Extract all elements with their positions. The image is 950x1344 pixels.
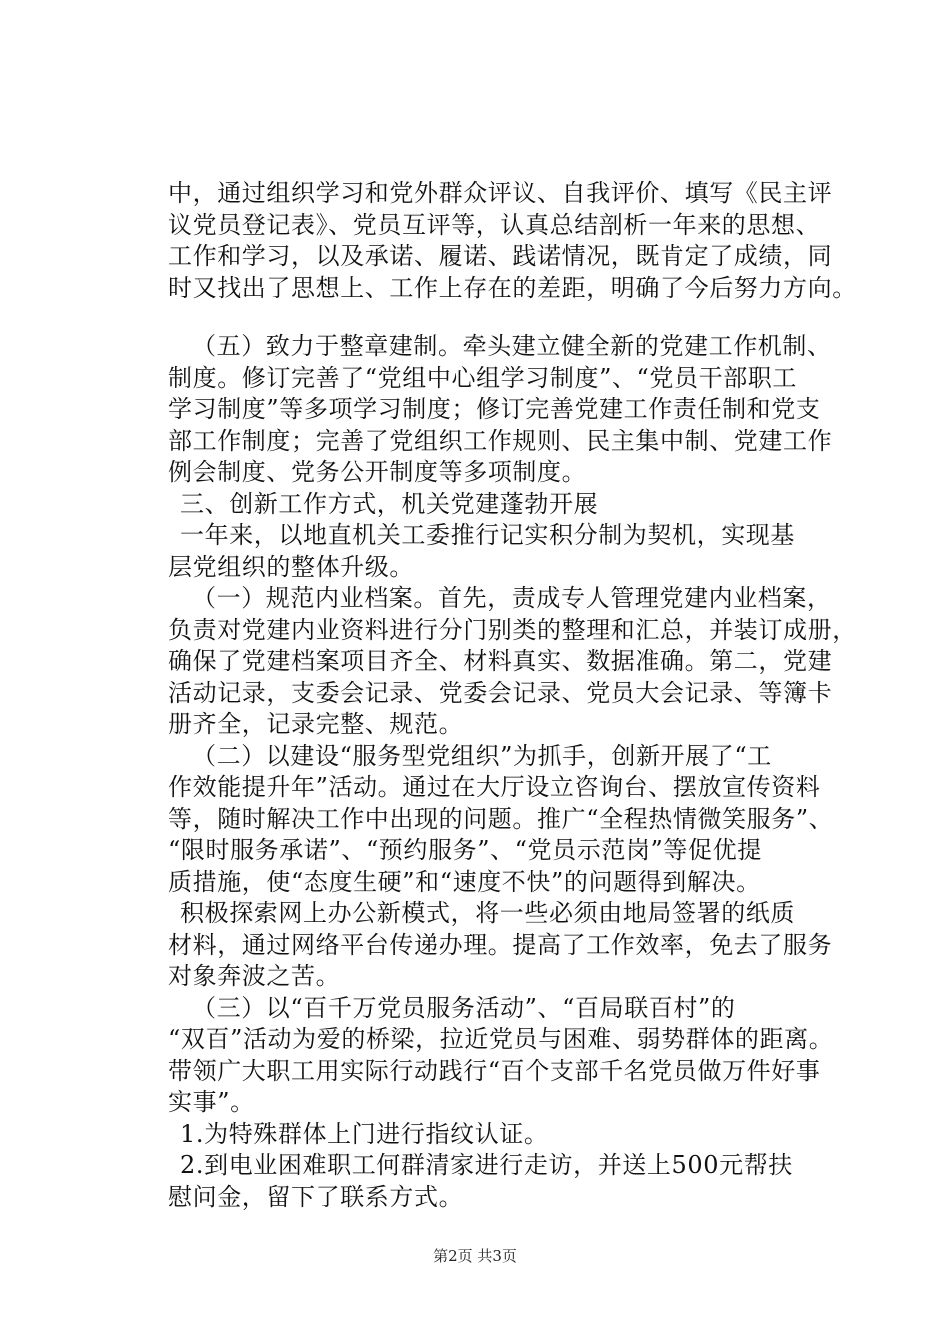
text-line: 确保了党建档案项目齐全、材料真实、数据准确。第二，党建 — [168, 647, 833, 675]
paragraph — [168, 898, 853, 993]
text-line: 实事”。 — [168, 1088, 255, 1116]
paragraph — [168, 583, 857, 741]
text-line: 中，通过组织学习和党外群众评议、自我评价、填写《民主评 — [168, 179, 833, 207]
text-line: 部工作制度；完善了党组织工作规则、民主集中制、党建工作 — [168, 426, 833, 455]
text-line: 议党员登记表》、党员互评等，认真总结剖析一年来的思想、 — [168, 210, 821, 239]
text-line: “双百”活动为爱的桥梁，拉近党员与困难、弱势群体的距离。 — [168, 1025, 834, 1053]
text-line: 等，随时解决工作中出现的问题。推广“全程热情微笑服务”、 — [168, 804, 834, 833]
paragraph — [168, 489, 853, 521]
text-line: （二）以建设“服务型党组织”为抓手，创新开展了“工 — [192, 741, 772, 770]
text-line: 材料，通过网络平台传递办理。提高了工作效率，免去了服务 — [168, 930, 833, 959]
text-line: 学习制度”等多项学习制度；修订完善党建工作责任制和党支 — [168, 395, 821, 423]
paragraph — [168, 178, 857, 304]
paragraph — [168, 331, 853, 489]
paragraph — [168, 993, 853, 1119]
text-line: 册齐全，记录完整、规范。 — [168, 710, 464, 738]
text-line: 例会制度、党务公开制度等多项制度。 — [168, 458, 587, 486]
paragraph — [168, 1119, 853, 1151]
text-line: 制度。修订完善了“党组中心组学习制度”、“党员干部职工 — [168, 363, 798, 392]
text-line: 带领广大职工用实际行动践行“百个支部千名党员做万件好事 — [168, 1056, 821, 1085]
paragraph — [168, 741, 853, 899]
text-line: 1.为特殊群体上门进行指纹认证。 — [180, 1119, 549, 1148]
paragraph — [168, 520, 853, 583]
text-line: 慰问金，留下了联系方式。 — [168, 1182, 464, 1211]
text-line: （一）规范内业档案。首先，责成专人管理党建内业档案， — [192, 584, 832, 612]
document-body — [168, 178, 857, 1213]
text-line: 作效能提升年”活动。通过在大厅设立咨询台、摆放宣传资料 — [168, 773, 821, 801]
page-footer: 第2页 共3页 — [433, 1247, 517, 1265]
text-line: 质措施，使“态度生硬”和“速度不快”的问题得到解决。 — [168, 867, 761, 896]
text-line: 负责对党建内业资料进行分门别类的整理和汇总，并装订成册， — [168, 615, 857, 644]
text-line: 层党组织的整体升级。 — [168, 552, 414, 581]
text-line: 时又找出了思想上、工作上存在的差距，明确了今后努力方向。 — [168, 273, 857, 302]
paragraph-gap — [168, 304, 853, 331]
text-line: 对象奔波之苦。 — [168, 962, 341, 990]
text-line: 2.到电业困难职工何群清家进行走访，并送上500元帮扶 — [180, 1151, 793, 1179]
text-line: 工作和学习，以及承诺、履诺、践诺情况，既肯定了成绩，同 — [168, 242, 833, 270]
text-line: 活动记录，支委会记录、党委会记录、党员大会记录、等簿卡 — [168, 678, 833, 707]
text-line: （五）致力于整章建制。牵头建立健全新的党建工作机制、 — [192, 332, 832, 360]
text-line: 一年来，以地直机关工委推行记实积分制为契机，实现基 — [180, 521, 795, 549]
text-line: （三）以“百千万党员服务活动”、“百局联百村”的 — [192, 993, 736, 1022]
text-line: 三、创新工作方式，机关党建蓬勃开展 — [180, 489, 599, 518]
text-line: “限时服务承诺”、“预约服务”、“党员示范岗”等促优提 — [168, 836, 762, 864]
text-line: 积极探索网上办公新模式，将一些必须由地局签署的纸质 — [180, 899, 795, 927]
paragraph — [168, 1150, 853, 1213]
